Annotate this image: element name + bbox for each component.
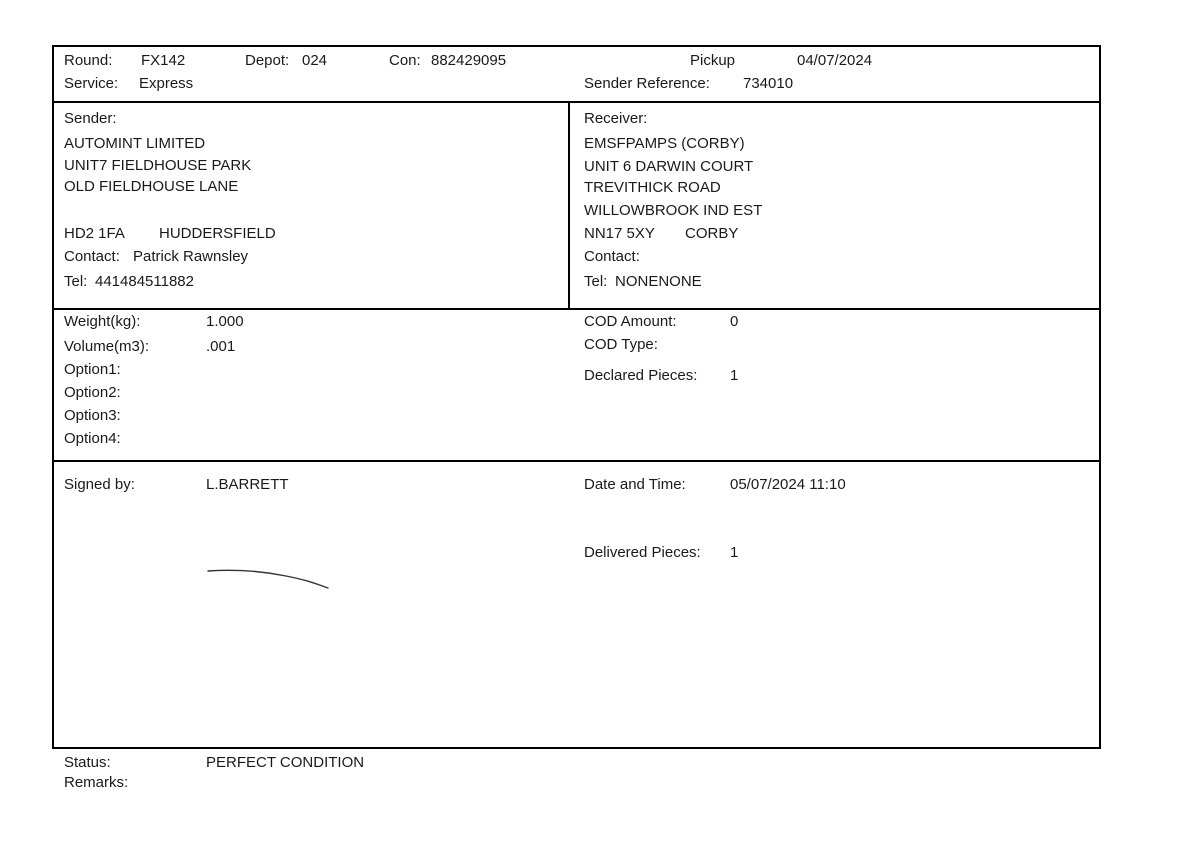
divider-sender-receiver bbox=[568, 101, 570, 310]
receiver-town: CORBY bbox=[685, 225, 739, 242]
receiver-postcode: NN17 5XY bbox=[584, 225, 655, 242]
declared-pieces-value: 1 bbox=[730, 367, 739, 384]
sender-reference-value: 734010 bbox=[743, 75, 794, 92]
option3-label: Option3: bbox=[64, 407, 121, 424]
round-label: Round: bbox=[64, 52, 113, 69]
sender-tel-value: 441484511882 bbox=[95, 273, 194, 290]
receiver-heading: Receiver: bbox=[584, 110, 648, 127]
pickup-label: Pickup bbox=[690, 52, 736, 69]
sender-address-line-1: UNIT7 FIELDHOUSE PARK bbox=[64, 157, 252, 174]
receiver-contact-label: Contact: bbox=[584, 248, 640, 265]
option4-label: Option4: bbox=[64, 430, 121, 447]
remarks-label: Remarks: bbox=[64, 774, 129, 791]
cod-amount-label: COD Amount: bbox=[584, 313, 677, 330]
signed-by-value: L.BARRETT bbox=[206, 476, 289, 493]
divider-addresses bbox=[54, 308, 1099, 310]
receiver-address-line-2: TREVITHICK ROAD bbox=[584, 179, 721, 196]
con-label: Con: bbox=[389, 52, 421, 69]
divider-details bbox=[54, 460, 1099, 462]
delivered-pieces-label: Delivered Pieces: bbox=[584, 544, 701, 561]
option2-label: Option2: bbox=[64, 384, 121, 401]
sender-contact-value: Patrick Rawnsley bbox=[133, 248, 249, 265]
sender-tel-label: Tel: bbox=[64, 273, 88, 290]
sender-reference-label: Sender Reference: bbox=[584, 75, 710, 92]
depot-value: 024 bbox=[302, 52, 328, 69]
volume-value: .001 bbox=[206, 338, 236, 355]
signed-by-label: Signed by: bbox=[64, 476, 135, 493]
service-value: Express bbox=[139, 75, 194, 92]
cod-amount-value: 0 bbox=[730, 313, 739, 330]
round-value: FX142 bbox=[141, 52, 186, 69]
sender-address-line-2: OLD FIELDHOUSE LANE bbox=[64, 178, 239, 195]
sender-town: HUDDERSFIELD bbox=[159, 225, 276, 242]
receiver-address-line-1: UNIT 6 DARWIN COURT bbox=[584, 158, 754, 175]
receiver-tel-value: NONENONE bbox=[615, 273, 702, 290]
delivered-pieces-value: 1 bbox=[730, 544, 739, 561]
divider-header bbox=[54, 101, 1099, 103]
status-label: Status: bbox=[64, 754, 111, 771]
con-value: 882429095 bbox=[431, 52, 507, 69]
date-time-value: 05/07/2024 11:10 bbox=[730, 476, 846, 493]
service-label: Service: bbox=[64, 75, 119, 92]
option1-label: Option1: bbox=[64, 361, 121, 378]
weight-value: 1.000 bbox=[206, 313, 244, 330]
proof-of-delivery-form bbox=[52, 45, 1101, 749]
status-value: PERFECT CONDITION bbox=[206, 754, 365, 771]
sender-name: AUTOMINT LIMITED bbox=[64, 135, 206, 152]
signature-image bbox=[206, 566, 336, 594]
receiver-tel-label: Tel: bbox=[584, 273, 608, 290]
pickup-date: 04/07/2024 bbox=[797, 52, 873, 69]
sender-heading: Sender: bbox=[64, 110, 117, 127]
sender-contact-label: Contact: bbox=[64, 248, 120, 265]
depot-label: Depot: bbox=[245, 52, 290, 69]
sender-postcode: HD2 1FA bbox=[64, 225, 125, 242]
receiver-address-line-3: WILLOWBROOK IND EST bbox=[584, 202, 763, 219]
weight-label: Weight(kg): bbox=[64, 313, 141, 330]
date-time-label: Date and Time: bbox=[584, 476, 686, 493]
declared-pieces-label: Declared Pieces: bbox=[584, 367, 698, 384]
cod-type-label: COD Type: bbox=[584, 336, 658, 353]
volume-label: Volume(m3): bbox=[64, 338, 150, 355]
receiver-name: EMSFPAMPS (CORBY) bbox=[584, 135, 745, 152]
